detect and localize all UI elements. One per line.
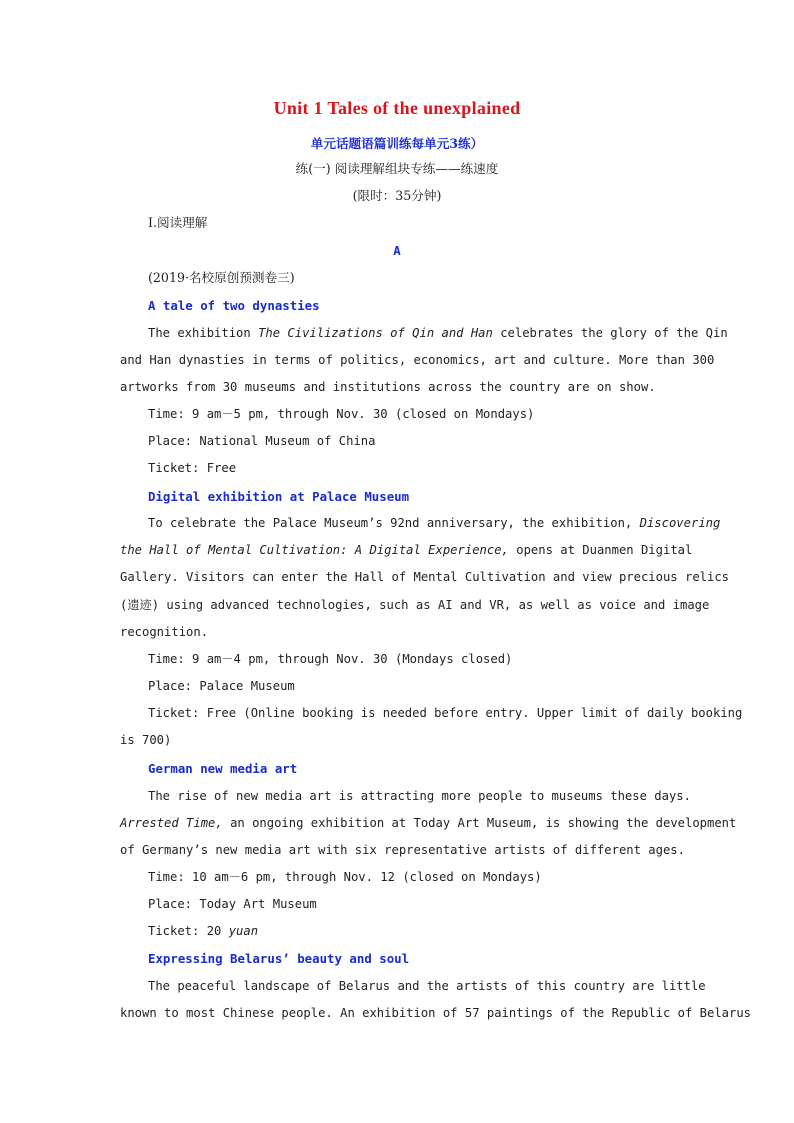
paragraph-line: The peaceful landscape of Belarus and the artists of this country are little	[148, 979, 706, 993]
exhibition-title: Discovering	[639, 516, 721, 530]
paragraph-line: recognition.	[120, 625, 209, 639]
place-line: Place: Today Art Museum	[148, 897, 317, 911]
place-line: Place: National Museum of China	[148, 434, 376, 448]
time-line: Time: 9 am－5 pm, through Nov. 30 (closed on Mondays)	[148, 407, 535, 421]
text-span: Ticket: 20	[148, 924, 229, 938]
text-span: an ongoing exhibition at Today Art Museum, is showing the development	[222, 816, 737, 830]
place-line: Place: Palace Museum	[148, 679, 295, 693]
paragraph-line	[120, 814, 736, 832]
ticket-line: is 700)	[120, 733, 172, 747]
section-heading: Ⅰ.阅读理解	[148, 215, 208, 230]
paragraph-line: known to most Chinese people. An exhibition of 57 paintings of the Republic of Belarus	[120, 1006, 752, 1020]
text-span: To celebrate the Palace Museum’s 92nd anniversary, the exhibition,	[148, 516, 640, 530]
paragraph-line	[148, 324, 728, 342]
item-heading-belarus: Expressing Belarus’ beauty and soul	[148, 951, 410, 966]
paragraph-line: (遗迹) using advanced technologies, such as AI and VR, as well as voice and image	[120, 598, 710, 612]
exhibition-title: Arrested Time,	[120, 816, 223, 830]
paragraph-line: of Germany’s new media art with six representative artists of different ages.	[120, 843, 685, 857]
passage-source: (2019·名校原创预测卷三)	[148, 270, 295, 285]
paragraph-line: and Han dynasties in terms of politics, economics, art and culture. More than 300	[120, 353, 715, 367]
text-span: opens at Duanmen Digital	[508, 543, 693, 557]
paragraph-line	[120, 541, 692, 559]
ticket-line: Ticket: Free	[148, 461, 237, 475]
ticket-line: Ticket: Free (Online booking is needed before entry. Upper limit of daily booking	[148, 706, 743, 720]
item-heading-qin-han: A tale of two dynasties	[148, 298, 320, 313]
page-title: Unit 1 Tales of the unexplained	[273, 98, 521, 118]
paragraph-line: Gallery. Visitors can enter the Hall of Mental Cultivation and view precious relics	[120, 570, 730, 584]
ticket-line	[148, 922, 258, 940]
page-subtitle: 单元话题语篇训练每单元3练）	[310, 136, 484, 151]
exhibition-title: the Hall of Mental Cultivation: A Digital Experience,	[120, 543, 509, 557]
passage-letter: A	[393, 243, 401, 258]
time-limit: (限时：35分钟)	[352, 188, 442, 203]
currency-unit: yuan	[228, 924, 259, 938]
paragraph-line: artworks from 30 museums and institutions across the country are on show.	[120, 380, 656, 394]
text-span: celebrates the glory of the Qin	[492, 326, 728, 340]
paragraph-line	[148, 514, 720, 532]
practice-label: 练(一) 阅读理解组块专练——练速度	[295, 161, 499, 176]
item-heading-german-media-art: German new media art	[148, 761, 298, 776]
exhibition-title: The Civilizations of Qin and Han	[258, 326, 493, 340]
item-heading-palace-museum: Digital exhibition at Palace Museum	[148, 489, 410, 504]
paragraph-line: The rise of new media art is attracting more people to museums these days.	[148, 789, 691, 803]
text-span: The exhibition	[148, 326, 259, 340]
time-line: Time: 9 am－4 pm, through Nov. 30 (Mondays closed)	[148, 652, 513, 666]
time-line: Time: 10 am－6 pm, through Nov. 12 (closed on Mondays)	[148, 870, 542, 884]
